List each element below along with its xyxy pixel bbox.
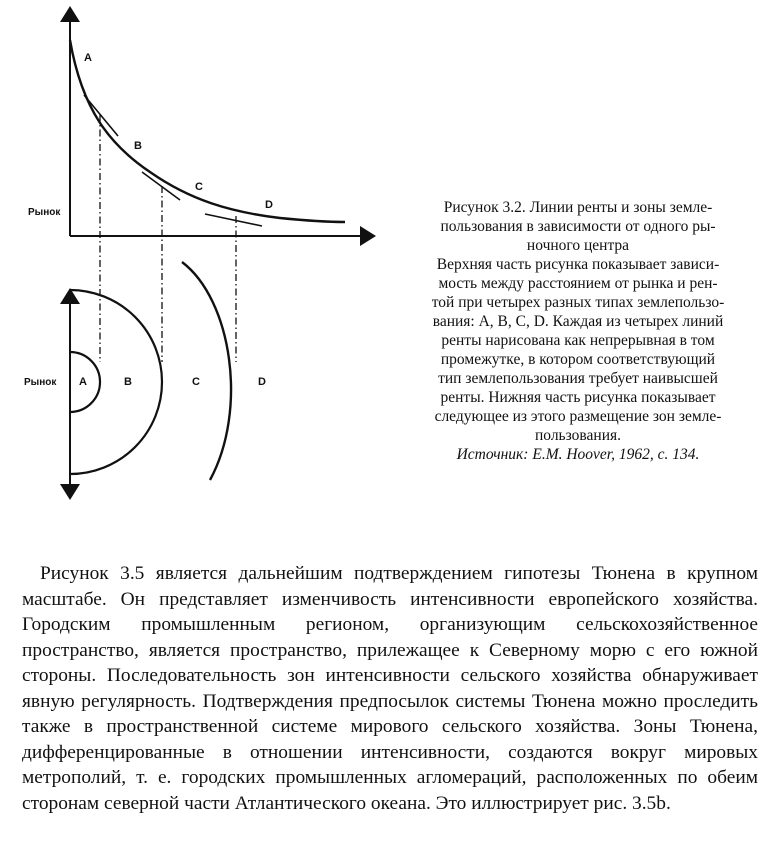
caption-line: ренты нарисована как непрерывная в том <box>441 332 715 349</box>
caption-line: Рисунок 3.2. Линии ренты и зоны земле- <box>443 199 713 216</box>
caption-line: той при четырех разных типах землепользо- <box>431 294 725 311</box>
caption-line: вания: A, B, C, D. Каждая из четырех линий <box>432 313 724 330</box>
curve-label-d: D <box>265 199 273 211</box>
zone-label-b: B <box>124 376 132 388</box>
tangent-a-b <box>84 95 118 136</box>
caption-line: тип землепользования требует наивысшей <box>438 370 718 387</box>
zone-label-d: D <box>258 376 266 388</box>
caption-line: промежутке, в котором соответствующий <box>440 351 716 368</box>
caption-line: следующее из этого размещение зон земле- <box>434 408 722 425</box>
rent-curve <box>70 40 345 222</box>
caption-line: мость между расстоянием от рынка и рен- <box>438 275 718 292</box>
zone-label-a: A <box>79 376 87 388</box>
curve-label-c: C <box>195 181 203 193</box>
figure-caption <box>398 198 758 464</box>
rent-zone-diagram <box>0 0 400 520</box>
body-paragraph: Рисунок 3.5 является дальнейшим подтверждением гипотезы Тюнена в крупном масштабе. Он представляет изменчивость интенсивности европейского хозяйства. Городским промышленным регионом, организующим сельскохозяйственное пространство, является пространство, прилежащее к Северному морю с его южной стороны. Последовательность зон интенсивности сельского хозяйства обнаруживает явную регулярность. Подтверждения предпосылок системы Тюнена можно проследить также в пространственной системе мирового сельского хозяйства. Зоны Тюнена, дифференцированные в отношении интенсивности, создаются вокруг мировых метрополий, т. е. городских промышленных агломераций, расположенных по обеим сторонам северной части Атлантического океана. Это иллюстрирует рис. 3.5b. <box>22 563 758 814</box>
curve-label-a: A <box>84 52 92 64</box>
caption-line: ренты. Нижняя часть рисунка показывает <box>440 389 716 406</box>
market-label-bottom: Рынок <box>24 377 57 388</box>
curve-label-b: B <box>134 140 142 152</box>
caption-line: пользования в зависимости от одного ры- <box>440 218 716 235</box>
caption-line: ночного центра <box>526 237 630 254</box>
zone-c-boundary <box>182 262 231 480</box>
rent-zone-figure <box>0 0 400 520</box>
zone-label-c: C <box>192 376 200 388</box>
market-label-top: Рынок <box>28 207 61 218</box>
caption-line: пользования. <box>534 427 621 444</box>
caption-source: Источник: E.M. Hoover, 1962, с. 134. <box>456 446 700 463</box>
tangent-c-d <box>205 214 262 226</box>
caption-line: Верхняя часть рисунка показывает зависи- <box>436 256 720 273</box>
